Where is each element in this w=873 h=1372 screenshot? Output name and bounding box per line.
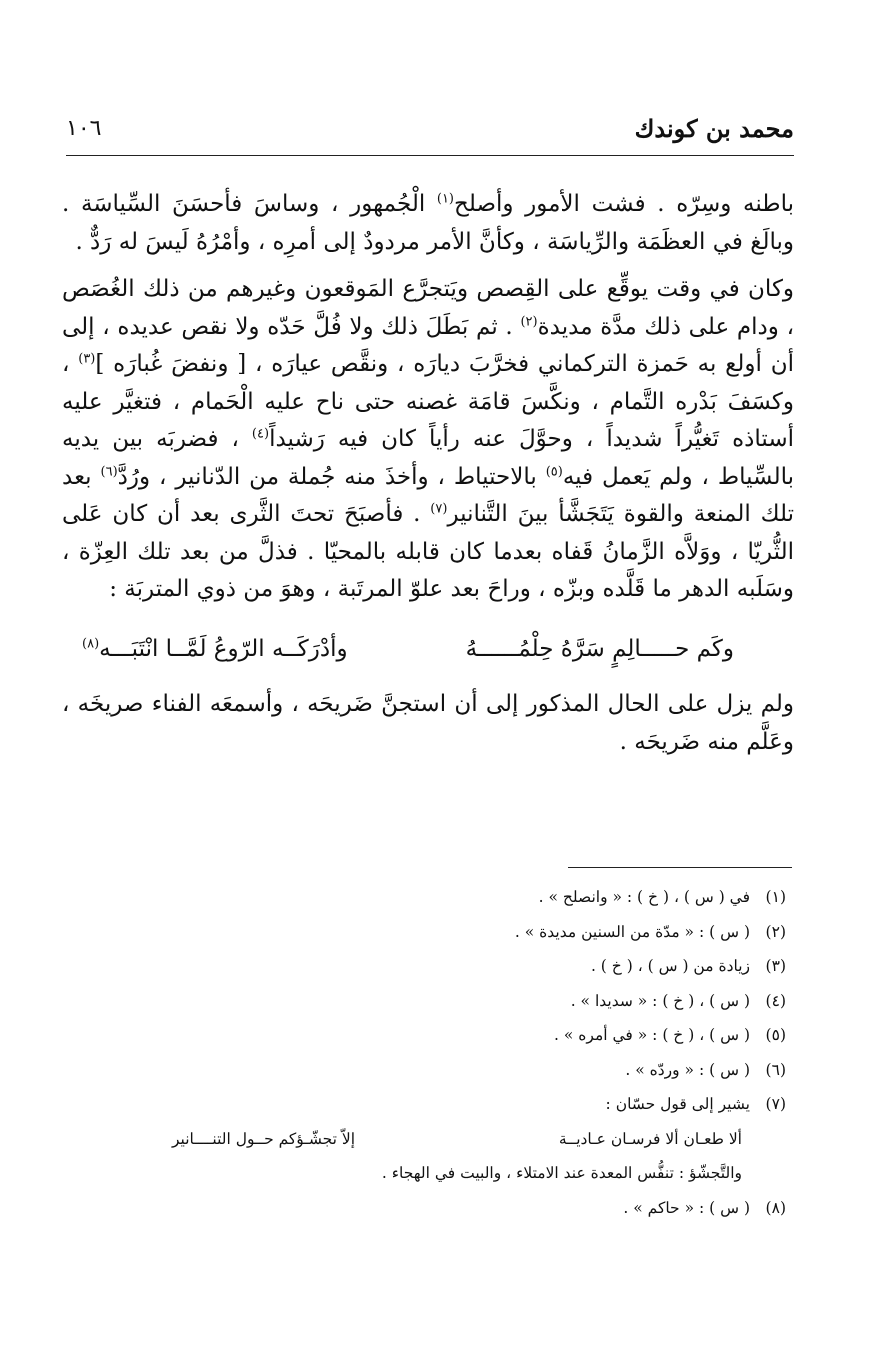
footnote-text: ( س ) : « مدّة من السنين مديدة » . (514, 922, 750, 941)
footnote-marker: (٦) (100, 463, 118, 479)
text-segment: وكان في وقت يوقِّع على القِصص ويَتجرَّع المَوقعون وغيرهم من ذلك الغُصَص ، ودام على ذلك مدَّة مديدة (62, 276, 794, 340)
footnote-number: (٣) (765, 957, 786, 975)
page-number: ١٠٦ (66, 116, 102, 141)
footnote-number: (٤) (765, 991, 786, 1010)
footnote-item (62, 1053, 794, 1088)
footnote-item (62, 1018, 794, 1053)
footnote-marker: (٢) (520, 313, 538, 329)
footnote-number: (٥) (765, 1026, 786, 1044)
footnotes (62, 880, 794, 1225)
footnote-verse-first: ألا طعـان ألا فرسـان عـاديــة (558, 1129, 742, 1148)
paragraph-2 (62, 271, 794, 609)
footnote-number: (٢) (765, 922, 786, 941)
verse-second-text: وأدْرَكَــه الرّوعُ لَمَّــا انْتَبَـــه (99, 635, 348, 662)
footnote-rule (568, 867, 792, 868)
running-title: محمد بن كوندك (634, 114, 794, 143)
text-segment: بعد تلك المنعة والقوة يَتَجَشَّأ بينَ التَّنانير (62, 463, 794, 527)
page-header (66, 108, 794, 152)
text-segment: . ثم بَطَلَ ذلك ولا فُلَّ حَدّه ولا نقص عديده ، إلى أن أولع به حَمزة التركماني فخرَّبَ ديارَه ، ونقَّص عيارَه ، [ ونفضَ غُبارَه ] (62, 313, 794, 377)
footnote-marker: (٣) (78, 351, 96, 367)
main-text (62, 186, 794, 771)
text-segment: بالاحتياط ، وأخذَ منه جُملة من الدّنانير ، ورُدَّ (117, 463, 546, 490)
closing-paragraph: ولم يزل على الحال المذكور إلى أن استجنَّ ضَريحَه ، وأسمعَه الفناء صريخَه ، وعَلَّم منه ضَريحَه . (62, 691, 794, 755)
footnote-item (62, 1087, 794, 1122)
text-segment: . فأصبَحَ تحتَ الثَّرى بعد أن كان عَلى الثُّريّا ، ووَلاَّه الزَّمانُ قَفاه بعدما كان قابله بالمحيّا . فذلَّ من بعد تلك العِزّة ، وسَلَبه الدهر ما قَلَّده وبزّه ، وراحَ بعد علوّ المرتَبة ، وهوَ من ذوي المتربَة : (62, 501, 794, 602)
footnote-verse-second: إلاّ تجشّـؤكم حــول التنــــانير (172, 1129, 356, 1148)
footnote-item (62, 949, 794, 984)
footnote-text: في ( س ) ، ( خ ) : « وانصلح » . (538, 888, 750, 906)
footnote-item (62, 880, 794, 915)
poem-verse (62, 623, 794, 669)
footnote-marker: (٥) (545, 463, 563, 479)
text-segment: باطنه وسِرّه . فشت الأمور وأصلح (454, 191, 794, 217)
footnote-marker: (٨) (82, 635, 100, 651)
footnote-explanation: والتَّجشّؤ : تنفُّس المعدة عند الامتلاء ، والبيت في الهجاء . (381, 1164, 742, 1182)
text-segment: ، وكسَفَ بَدْره التَّمام ، ونكَّسَ قامَة غصنه حتى ناح عليه الْحَمام ، فتغيَّر عليه أستاذه تَغيُّراً شديداً ، وحوَّلَ عنه رأياً كان فيه رَشيداً (62, 351, 794, 452)
text-segment: الْجُمهور ، وساسَ فأحسَنَ السِّياسَة . وبالَغ في العظَمَة والرِّياسَة ، وكأنَّ الأمر مردودٌ إلى أمرِه ، وأمْرُهُ لَيسَ له رَدٌّ . (62, 191, 794, 255)
footnote-text: يشير إلى قول حسّان : (605, 1095, 750, 1113)
footnote-number: (٦) (765, 1060, 786, 1079)
footnote-text: زيادة من ( س ) ، ( خ ) . (590, 957, 750, 975)
header-rule (66, 155, 794, 156)
footnote-text: ( س ) ، ( خ ) : « في أمره » . (554, 1026, 750, 1044)
verse-second-hemistich (82, 631, 348, 669)
footnote-number: (٨) (765, 1198, 786, 1217)
footnote-text: ( س ) : « حاكم » . (623, 1198, 750, 1217)
verse-first-hemistich: وكَم حـــــالِمٍ سَرَّهُ حِلْمُــــــهُ (465, 635, 734, 662)
footnote-item (62, 915, 794, 950)
footnote-item (62, 1191, 794, 1226)
paragraph-1 (62, 186, 794, 261)
footnote-item (62, 984, 794, 1019)
footnote-marker: (٤) (251, 426, 270, 442)
footnote-verse (62, 1122, 794, 1157)
footnote-number: (٧) (765, 1095, 786, 1113)
footnote-number: (١) (765, 888, 786, 906)
footnote-text: ( س ) ، ( خ ) : « سديدا » . (570, 991, 750, 1010)
footnote-marker: (٧) (430, 501, 448, 517)
footnote-text: ( س ) : « وردّه » . (625, 1060, 750, 1079)
footnote-marker: (١) (436, 191, 454, 207)
text-segment: ، فضربَه بين يديه بالسِّياط ، ولم يَعمل فيه (62, 426, 794, 490)
